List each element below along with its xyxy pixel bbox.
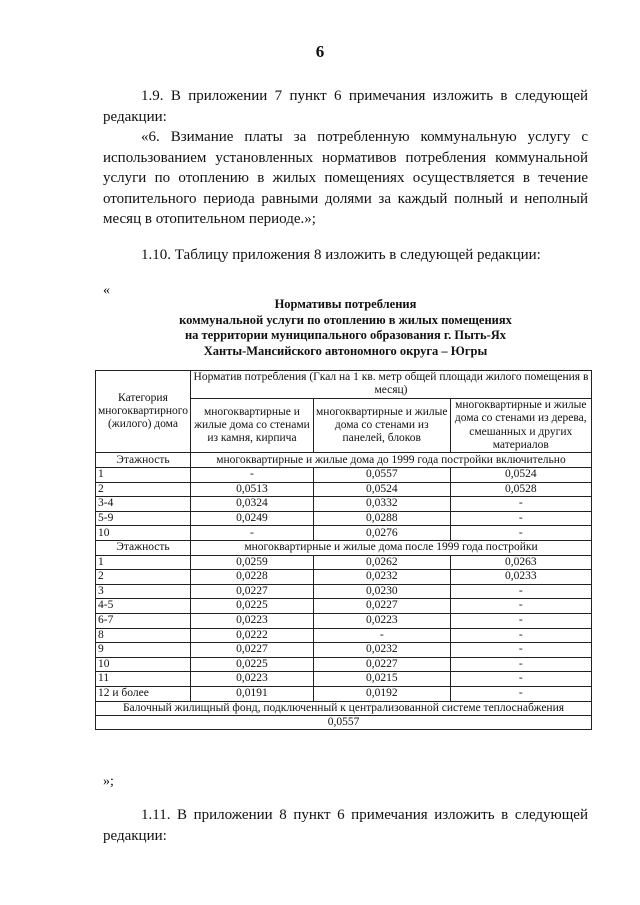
- value-cell: 0,0524: [313, 482, 450, 497]
- value-cell: -: [450, 657, 591, 672]
- value-cell: -: [450, 686, 591, 701]
- floors-cell: 2: [96, 482, 191, 497]
- table-row: [96, 555, 592, 570]
- floors-cell: 9: [96, 643, 191, 658]
- value-cell: 0,0232: [313, 643, 450, 658]
- value-cell: 0,0233: [450, 570, 591, 585]
- table-row: [96, 599, 592, 614]
- paragraph-1-11: 1.11. В приложении 8 пункт 6 примечания изложить в следующей редакции:: [103, 807, 588, 844]
- table-row: [96, 497, 592, 512]
- floors-label: Этажность: [96, 541, 191, 556]
- value-cell: -: [450, 497, 591, 512]
- table-row: [96, 526, 592, 541]
- floors-cell: 4-5: [96, 599, 191, 614]
- value-cell: -: [313, 628, 450, 643]
- value-cell: 0,0222: [190, 628, 313, 643]
- table-row: [96, 672, 592, 687]
- norms-table: [95, 370, 592, 730]
- value-cell: 0,0227: [313, 657, 450, 672]
- value-cell: 0,0259: [190, 555, 313, 570]
- value-cell: 0,0524: [450, 468, 591, 483]
- wall-header-panel: многоквартирные и жилые дома со стенами из панелей, блоков: [313, 398, 450, 453]
- value-cell: 0,0232: [313, 570, 450, 585]
- section-title: многоквартирные и жилые дома после 1999 года постройки: [190, 541, 591, 556]
- floors-cell: 2: [96, 570, 191, 585]
- paragraph-1-10: 1.10. Таблицу приложения 8 изложить в следующей редакции:: [141, 247, 541, 263]
- table-title-line-2: коммунальной услуги по отоплению в жилых помещениях: [179, 312, 512, 327]
- floors-label: Этажность: [96, 453, 191, 468]
- floors-cell: 11: [96, 672, 191, 687]
- beam-fund-value: 0,0557: [96, 715, 592, 729]
- value-cell: 0,0227: [313, 599, 450, 614]
- value-cell: -: [450, 511, 591, 526]
- table-title-line-1: Нормативы потребления: [274, 297, 417, 311]
- floors-cell: 3-4: [96, 497, 191, 512]
- floors-cell: 3: [96, 584, 191, 599]
- floors-cell: 6-7: [96, 613, 191, 628]
- value-cell: 0,0557: [313, 468, 450, 483]
- value-cell: 0,0230: [313, 584, 450, 599]
- table-row: [96, 511, 592, 526]
- table-title-line-3: на территории муниципального образования г. Пыть-Ях: [184, 328, 507, 342]
- floors-cell: 12 и более: [96, 686, 191, 701]
- table-row: [96, 686, 592, 701]
- value-cell: -: [450, 613, 591, 628]
- value-cell: 0,0324: [190, 497, 313, 512]
- value-cell: -: [190, 526, 313, 541]
- value-cell: 0,0513: [190, 482, 313, 497]
- table-title: [103, 297, 588, 359]
- value-cell: -: [450, 672, 591, 687]
- value-cell: 0,0276: [313, 526, 450, 541]
- value-cell: -: [190, 468, 313, 483]
- table-row: [96, 584, 592, 599]
- value-cell: 0,0223: [313, 613, 450, 628]
- wall-header-wood: многоквартирные и жилые дома со стенами из дерева, смешанных и других материалов: [450, 398, 591, 453]
- floors-cell: 10: [96, 526, 191, 541]
- value-cell: 0,0228: [190, 570, 313, 585]
- paragraph-1-9-quote: «6. Взимание платы за потребленную коммунальную услугу с использованием установленных нормативов потребления коммунальной услуги по отоплению в жилых помещениях осуществляется в течение отопительного периода равными долями за каждый полный и неполный месяц в отопительном периоде.»;: [103, 129, 588, 228]
- value-cell: 0,0223: [190, 672, 313, 687]
- value-cell: 0,0332: [313, 497, 450, 512]
- value-cell: 0,0192: [313, 686, 450, 701]
- value-cell: 0,0249: [190, 511, 313, 526]
- quote-open-mark: «: [103, 283, 110, 298]
- table-row: [96, 468, 592, 483]
- section-title: многоквартирные и жилые дома до 1999 года постройки включительно: [190, 453, 591, 468]
- value-cell: -: [450, 599, 591, 614]
- value-cell: 0,0227: [190, 643, 313, 658]
- table-row: [96, 657, 592, 672]
- floors-cell: 1: [96, 468, 191, 483]
- value-cell: -: [450, 643, 591, 658]
- quote-close-mark: »;: [103, 774, 114, 789]
- value-cell: -: [450, 628, 591, 643]
- table-row: [96, 643, 592, 658]
- value-cell: 0,0262: [313, 555, 450, 570]
- value-cell: 0,0288: [313, 511, 450, 526]
- table-row: [96, 628, 592, 643]
- category-header: Категория многоквартирного (жилого) дома: [96, 371, 191, 453]
- value-cell: 0,0225: [190, 599, 313, 614]
- value-cell: -: [450, 584, 591, 599]
- beam-fund-label: Балочный жилищный фонд, подключенный к централизованной системе теплоснабжения: [96, 701, 592, 715]
- floors-cell: 10: [96, 657, 191, 672]
- paragraph-1-9-intro: 1.9. В приложении 7 пункт 6 примечания изложить в следующей редакции:: [103, 88, 588, 125]
- wall-header-stone: многоквартирные и жилые дома со стенами из камня, кирпича: [190, 398, 313, 453]
- value-cell: 0,0227: [190, 584, 313, 599]
- floors-cell: 1: [96, 555, 191, 570]
- table-row: [96, 482, 592, 497]
- floors-cell: 5-9: [96, 511, 191, 526]
- table-title-line-4: Ханты-Мансийского автономного округа – Югры: [203, 343, 488, 358]
- value-cell: 0,0215: [313, 672, 450, 687]
- value-cell: 0,0225: [190, 657, 313, 672]
- value-cell: 0,0223: [190, 613, 313, 628]
- value-cell: -: [450, 526, 591, 541]
- value-cell: 0,0263: [450, 555, 591, 570]
- table-row: [96, 570, 592, 585]
- floors-cell: 8: [96, 628, 191, 643]
- table-row: [96, 613, 592, 628]
- norm-header: Норматив потребления (Гкал на 1 кв. метр общей площади жилого помещения в месяц): [190, 371, 591, 399]
- page-number: 6: [315, 42, 325, 61]
- value-cell: 0,0528: [450, 482, 591, 497]
- value-cell: 0,0191: [190, 686, 313, 701]
